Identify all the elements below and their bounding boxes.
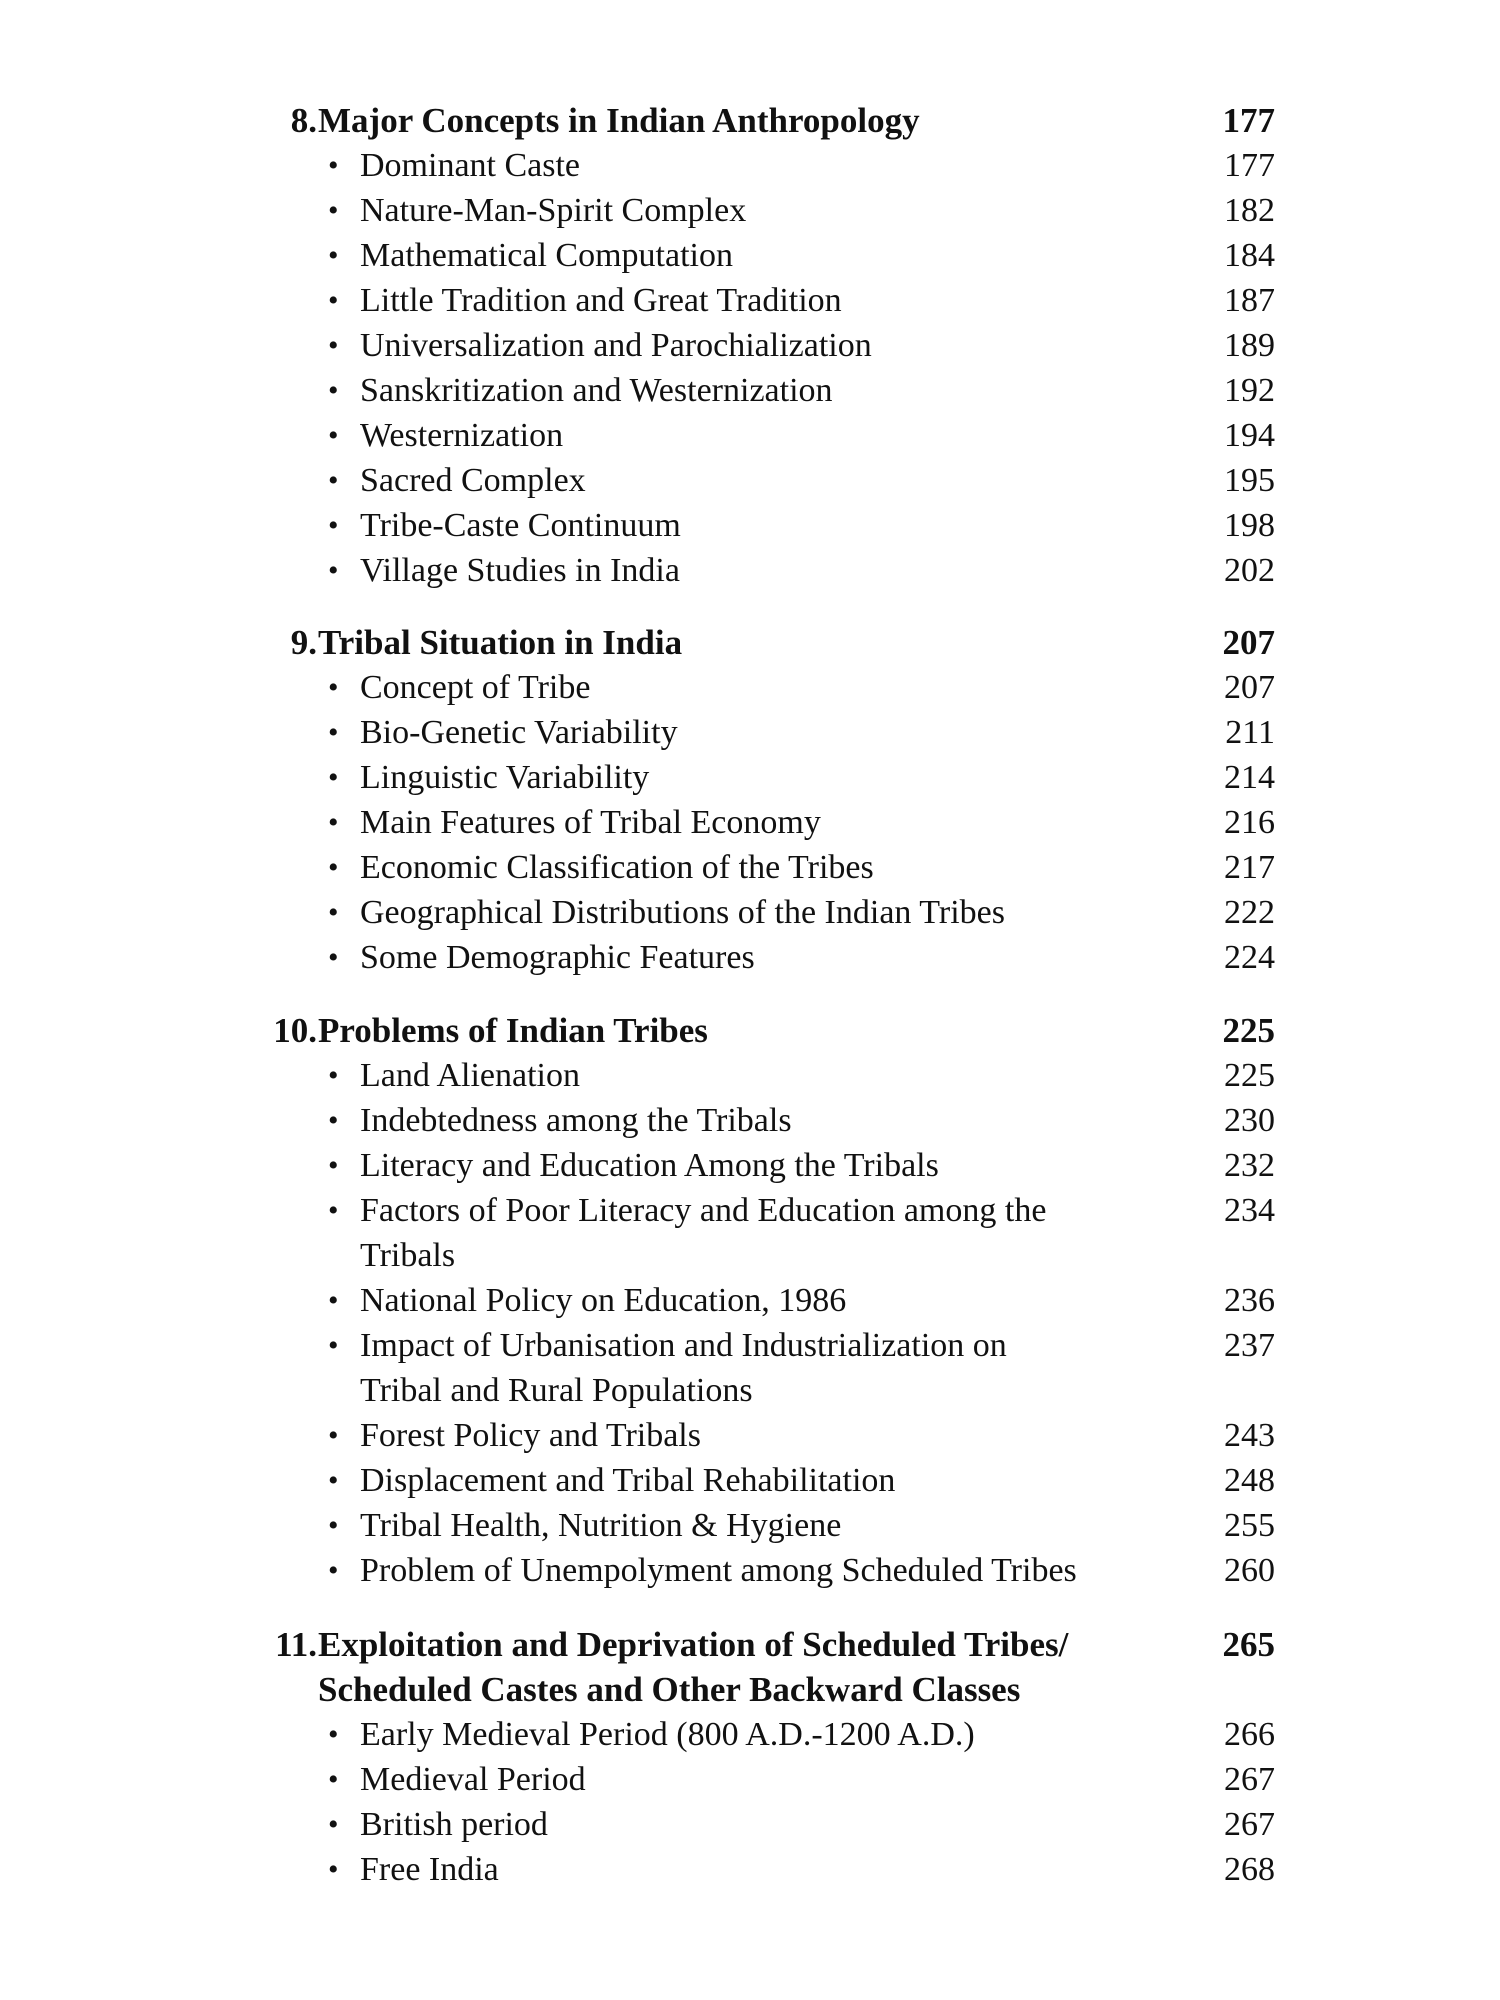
toc-entry: [0, 1188, 1500, 1278]
toc-entry-line: Sacred Complex: [360, 462, 586, 499]
toc-entry-title: [360, 1413, 1180, 1458]
bullet-icon: •: [328, 761, 339, 794]
toc-entry-line: Mathematical Computation: [360, 237, 733, 274]
bullet-icon: •: [328, 374, 339, 407]
bullet-icon: •: [328, 716, 339, 749]
toc-entry-page-number: 189: [1224, 327, 1275, 364]
toc-entry-page-number: 260: [1224, 1552, 1275, 1589]
chapter-title: [318, 1622, 1178, 1712]
chapter-10: [0, 1008, 1500, 1593]
chapter-title: [318, 98, 1178, 143]
toc-entry-page-number: 187: [1224, 282, 1275, 319]
toc-entry-page-number: 237: [1224, 1327, 1275, 1364]
toc-entry-page-number: 243: [1224, 1417, 1275, 1454]
chapter-title: [318, 620, 1178, 665]
toc-entry-title: [360, 1847, 1180, 1892]
toc-entry: [0, 233, 1500, 278]
toc-entry-page-number: 182: [1224, 192, 1275, 229]
chapter-heading: [0, 620, 1500, 665]
toc-entry-title: [360, 710, 1180, 755]
toc-entry-title: [360, 755, 1180, 800]
bullet-icon: •: [328, 1464, 339, 1497]
toc-entry: [0, 800, 1500, 845]
toc-entry-line: Free India: [360, 1851, 499, 1888]
toc-entry-page-number: 211: [1225, 714, 1275, 751]
toc-entry-line: Little Tradition and Great Tradition: [360, 282, 842, 319]
toc-entry-page-number: 177: [1224, 147, 1275, 184]
toc-entry-title: [360, 278, 1180, 323]
toc-entry-page-number: 267: [1224, 1806, 1275, 1843]
toc-entry-line: Nature-Man-Spirit Complex: [360, 192, 747, 229]
toc-entry-title: [360, 323, 1180, 368]
toc-entry-page-number: 268: [1224, 1851, 1275, 1888]
bullet-icon: •: [328, 671, 339, 704]
toc-entry: [0, 1413, 1500, 1458]
toc-entry-line: Indebtedness among the Tribals: [360, 1102, 792, 1139]
toc-entry-page-number: 216: [1224, 804, 1275, 841]
toc-entry-page-number: 207: [1224, 669, 1275, 706]
bullet-icon: •: [328, 554, 339, 587]
toc-entry-page-number: 236: [1224, 1282, 1275, 1319]
toc-entry: [0, 1802, 1500, 1847]
toc-entry-title: [360, 1143, 1180, 1188]
toc-entry-line: British period: [360, 1806, 548, 1843]
toc-entry-page-number: 198: [1224, 507, 1275, 544]
chapter-heading: [0, 1008, 1500, 1053]
toc-entry-title: [360, 188, 1180, 233]
toc-entry-title: [360, 413, 1180, 458]
toc-entry: [0, 143, 1500, 188]
bullet-icon: •: [328, 1329, 339, 1362]
toc-entry-line: Dominant Caste: [360, 147, 581, 184]
bullet-icon: •: [328, 941, 339, 974]
toc-entry-page-number: 255: [1224, 1507, 1275, 1544]
chapter-heading: [0, 1622, 1500, 1712]
toc-entry-line: Impact of Urbanisation and Industrialization on: [360, 1327, 1007, 1364]
toc-entry-line: Tribals: [360, 1237, 456, 1274]
chapter-9: [0, 620, 1500, 980]
toc-entry-page-number: 194: [1224, 417, 1275, 454]
toc-entry-line: Tribal and Rural Populations: [360, 1372, 753, 1409]
toc-entry-line: Linguistic Variability: [360, 759, 650, 796]
toc-entry-title: [360, 1458, 1180, 1503]
toc-entry-title: [360, 1098, 1180, 1143]
toc-entry-line: Tribal Health, Nutrition & Hygiene: [360, 1507, 842, 1544]
toc-entry-title: [360, 665, 1180, 710]
bullet-icon: •: [328, 149, 339, 182]
chapter-heading: [0, 98, 1500, 143]
toc-entry-title: [360, 1053, 1180, 1098]
toc-entry-line: Economic Classification of the Tribes: [360, 849, 874, 886]
chapter-8: [0, 98, 1500, 593]
chapter-title-line: Tribal Situation in India: [318, 623, 683, 662]
toc-entry: [0, 368, 1500, 413]
toc-entry-page-number: 217: [1224, 849, 1275, 886]
chapter-number: 10.: [273, 1011, 317, 1050]
toc-entry: [0, 755, 1500, 800]
toc-entry: [0, 1053, 1500, 1098]
toc-entry-page-number: 225: [1224, 1057, 1275, 1094]
bullet-icon: •: [328, 1509, 339, 1542]
bullet-icon: •: [328, 509, 339, 542]
toc-entry-line: Westernization: [360, 417, 564, 454]
toc-entry-page-number: 266: [1224, 1716, 1275, 1753]
toc-entry: [0, 188, 1500, 233]
chapter-11: [0, 1622, 1500, 1892]
toc-entry: [0, 665, 1500, 710]
bullet-icon: •: [328, 1149, 339, 1182]
toc-entry-line: Land Alienation: [360, 1057, 581, 1094]
bullet-icon: •: [328, 851, 339, 884]
toc-entry-line: Medieval Period: [360, 1761, 586, 1798]
toc-entry-line: Tribe-Caste Continuum: [360, 507, 681, 544]
toc-entry-page-number: 224: [1224, 939, 1275, 976]
toc-entry-title: [360, 1757, 1180, 1802]
toc-entry-line: Geographical Distributions of the Indian Tribes: [360, 894, 1005, 931]
bullet-icon: •: [328, 419, 339, 452]
toc-entry-page-number: 230: [1224, 1102, 1275, 1139]
chapter-title-line: Exploitation and Deprivation of Scheduled Tribes/: [318, 1625, 1069, 1664]
bullet-icon: •: [328, 1718, 339, 1751]
bullet-icon: •: [328, 896, 339, 929]
toc-entry-line: Forest Policy and Tribals: [360, 1417, 701, 1454]
toc-entry-title: [360, 935, 1180, 980]
bullet-icon: •: [328, 1284, 339, 1317]
toc-entry-page-number: 234: [1224, 1192, 1275, 1229]
toc-entry-title: [360, 800, 1180, 845]
chapter-number: 9.: [290, 623, 317, 662]
toc-entry: [0, 890, 1500, 935]
toc-entry-line: Problem of Unempolyment among Scheduled Tribes: [360, 1552, 1077, 1589]
toc-entry-page-number: 232: [1224, 1147, 1275, 1184]
toc-entry: [0, 1503, 1500, 1548]
toc-entry: [0, 935, 1500, 980]
bullet-icon: •: [328, 1763, 339, 1796]
toc-entry-page-number: 222: [1224, 894, 1275, 931]
bullet-icon: •: [328, 1853, 339, 1886]
bullet-icon: •: [328, 1104, 339, 1137]
toc-entry: [0, 458, 1500, 503]
toc-entry-line: Literacy and Education Among the Tribals: [360, 1147, 939, 1184]
toc-entry-line: Some Demographic Features: [360, 939, 755, 976]
toc-entry-page-number: 267: [1224, 1761, 1275, 1798]
chapter-title-line: Problems of Indian Tribes: [318, 1011, 708, 1050]
toc-entry-title: [360, 548, 1180, 593]
toc-entry: [0, 323, 1500, 368]
toc-entry-line: National Policy on Education, 1986: [360, 1282, 847, 1319]
chapter-number: 11.: [275, 1625, 317, 1664]
toc-entry: [0, 503, 1500, 548]
chapter-page-number: 265: [1222, 1625, 1275, 1664]
toc-entry-title: [360, 368, 1180, 413]
toc-entry-page-number: 184: [1224, 237, 1275, 274]
toc-entry: [0, 1548, 1500, 1593]
bullet-icon: •: [328, 1194, 339, 1227]
toc-entry: [0, 278, 1500, 323]
toc-entry-page-number: 248: [1224, 1462, 1275, 1499]
toc-entry: [0, 710, 1500, 755]
bullet-icon: •: [328, 1419, 339, 1452]
toc-entry-page-number: 202: [1224, 552, 1275, 589]
toc-entry-line: Main Features of Tribal Economy: [360, 804, 821, 841]
bullet-icon: •: [328, 1059, 339, 1092]
toc-entry: [0, 1458, 1500, 1503]
toc-entry: [0, 413, 1500, 458]
toc-entry-line: Displacement and Tribal Rehabilitation: [360, 1462, 896, 1499]
toc-entry-title: [360, 1503, 1180, 1548]
chapter-page-number: 225: [1222, 1011, 1275, 1050]
bullet-icon: •: [328, 239, 339, 272]
toc-entry-title: [360, 1323, 1180, 1413]
toc-entry: [0, 1278, 1500, 1323]
toc-entry-line: Early Medieval Period (800 A.D.-1200 A.D.): [360, 1716, 975, 1753]
bullet-icon: •: [328, 284, 339, 317]
toc-entry-line: Village Studies in India: [360, 552, 680, 589]
chapter-number: 8.: [290, 101, 317, 140]
toc-entry-line: Sanskritization and Westernization: [360, 372, 833, 409]
toc-entry: [0, 845, 1500, 890]
chapter-page-number: 177: [1222, 101, 1275, 140]
toc-entry: [0, 1143, 1500, 1188]
chapter-title-line: Scheduled Castes and Other Backward Classes: [318, 1670, 1021, 1709]
toc-entry-line: Concept of Tribe: [360, 669, 591, 706]
toc-entry: [0, 1757, 1500, 1802]
bullet-icon: •: [328, 806, 339, 839]
toc-entry-line: Universalization and Parochialization: [360, 327, 872, 364]
toc-entry-title: [360, 890, 1180, 935]
toc-entry-title: [360, 845, 1180, 890]
toc-entry: [0, 1098, 1500, 1143]
toc-entry-title: [360, 1712, 1180, 1757]
toc-entry-page-number: 214: [1224, 759, 1275, 796]
toc-entry-title: [360, 1278, 1180, 1323]
toc-entry-title: [360, 1802, 1180, 1847]
toc-entry: [0, 1323, 1500, 1413]
bullet-icon: •: [328, 1554, 339, 1587]
bullet-icon: •: [328, 194, 339, 227]
toc-entry-title: [360, 1188, 1180, 1278]
bullet-icon: •: [328, 329, 339, 362]
bullet-icon: •: [328, 1808, 339, 1841]
toc-entry-page-number: 192: [1224, 372, 1275, 409]
toc-entry-title: [360, 143, 1180, 188]
chapter-title-line: Major Concepts in Indian Anthropology: [318, 101, 920, 140]
toc-entry-title: [360, 458, 1180, 503]
toc-entry-line: Bio-Genetic Variability: [360, 714, 678, 751]
toc-entry-page-number: 195: [1224, 462, 1275, 499]
toc-entry: [0, 1847, 1500, 1892]
toc-entry-title: [360, 233, 1180, 278]
toc-entry: [0, 1712, 1500, 1757]
bullet-icon: •: [328, 464, 339, 497]
chapter-title: [318, 1008, 1178, 1053]
toc-entry: [0, 548, 1500, 593]
toc-entry-line: Factors of Poor Literacy and Education among the: [360, 1192, 1047, 1229]
toc-entry-title: [360, 1548, 1180, 1593]
chapter-page-number: 207: [1222, 623, 1275, 662]
toc-entry-title: [360, 503, 1180, 548]
